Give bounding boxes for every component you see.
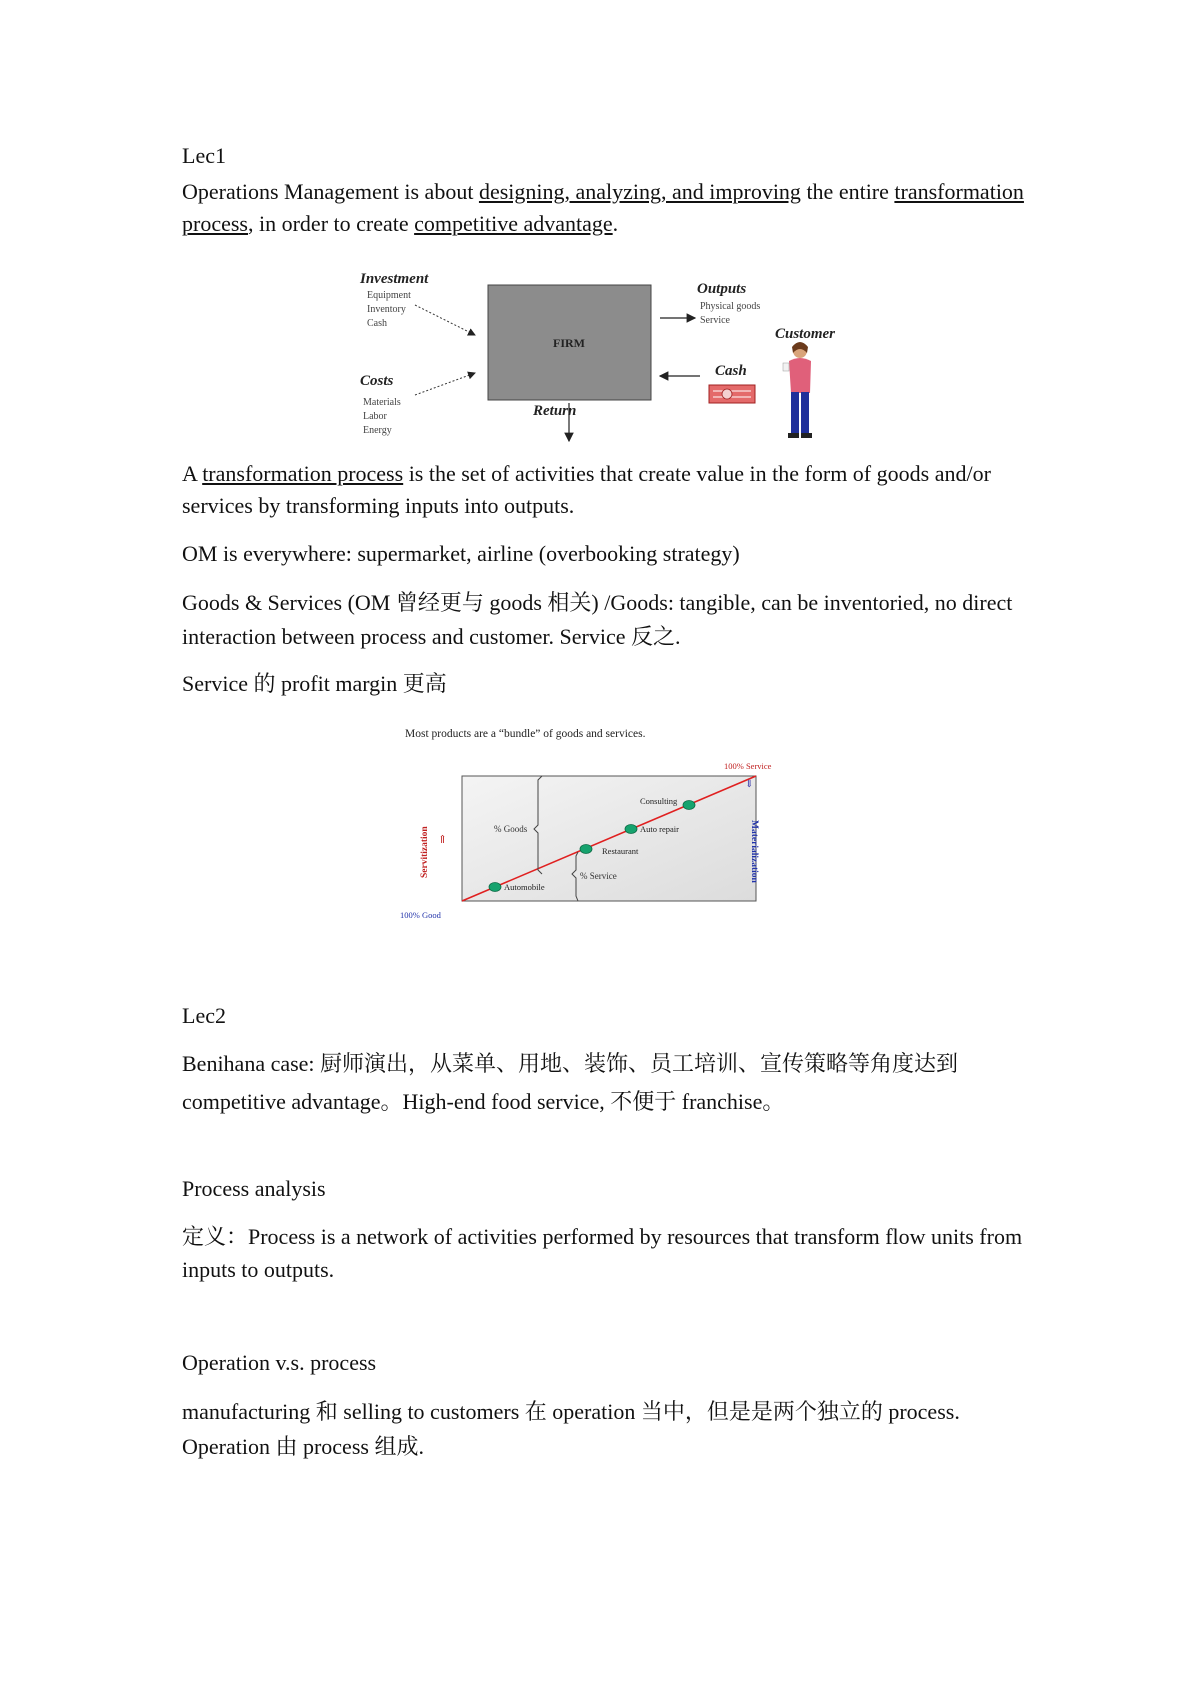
firm-transformation-diagram [355,263,855,453]
process-definition-paragraph: 定义：Process is a network of activities performed by resources that transform flow units from inputs to outputs. [182,1224,1023,1282]
cash-label: Cash [715,363,747,379]
outputs-item: Physical goods [700,301,761,312]
text: the entire [800,179,895,204]
servitization-label: Servitization [420,826,430,878]
customer-label: Customer [775,326,836,342]
up-arrow-icon: ⇑ [438,834,448,846]
point-label: Restaurant [602,846,639,856]
return-label: Return [533,403,577,419]
bottom-left-label: 100% Good [400,910,441,920]
om-definition-paragraph [182,176,1032,240]
text: A [182,461,203,486]
process-analysis-heading: Process analysis [182,1176,326,1201]
costs-item: Energy [363,425,392,436]
top-right-label: 100% Service [724,761,772,771]
investment-item: Inventory [367,304,406,315]
point-auto-repair [625,824,679,834]
investment-arrow [415,305,475,335]
outputs-label: Outputs [697,281,747,297]
investment-item: Equipment [367,290,411,301]
point-label: Auto repair [640,824,679,834]
lec1-heading: Lec1 [182,143,226,168]
pct-goods-label: % Goods [494,824,528,834]
point-label: Consulting [640,796,678,806]
lec2-heading: Lec2 [182,1003,226,1028]
costs-item: Labor [363,411,387,422]
point-label: Automobile [504,882,545,892]
underlined-term: designing, analyzing, and improving [478,179,801,204]
pct-service-label: % Service [580,871,617,881]
outputs-item: Service [700,315,730,326]
down-arrow-icon: ⇓ [745,779,754,790]
text: , in order to create [247,211,415,236]
goods-services-paragraph: Goods & Services (OM 曾经更与 goods 相关) /Goods: tangible, can be inventoried, no direct interaction between process and customer. Service 反之. [182,590,1013,649]
profit-margin-paragraph: Service 的 profit margin 更高 [182,671,447,696]
text: Operations Management is about [182,179,479,204]
goods-services-continuum-diagram [390,720,820,925]
investment-item: Cash [367,318,387,329]
transformation-process-paragraph [182,458,1032,522]
om-everywhere-paragraph: OM is everywhere: supermarket, airline (overbooking strategy) [182,541,740,566]
customer-person-icon [783,342,812,438]
underlined-term: competitive advantage [414,211,613,236]
cash-icon [709,385,755,403]
costs-arrow [415,373,475,395]
operation-vs-process-heading: Operation v.s. process [182,1350,377,1375]
materialization-label: Materialization [749,820,759,883]
firm-label: FIRM [553,336,585,350]
benihana-paragraph: Benihana case: 厨师演出，从菜单、用地、装饰、员工培训、宣传策略等角度达到 competitive advantage。High-end food service, 不便于 franchise。 [182,1051,959,1114]
operation-process-paragraph: manufacturing 和 selling to customers 在 operation 当中，但是是两个独立的 process. Operation 由 process 组成. [182,1399,960,1459]
text: . [612,211,619,236]
underlined-term: transformation process [182,179,1024,236]
text: is the set of activities that create value in the form of goods and/or services by transforming inputs into outputs. [182,461,991,518]
investment-label: Investment [360,271,429,287]
costs-item: Materials [363,397,401,408]
continuum-title: Most products are a “bundle” of goods and services. [405,728,646,740]
point-automobile [489,882,545,892]
underlined-term: transformation process [202,461,404,486]
costs-label: Costs [360,373,394,389]
